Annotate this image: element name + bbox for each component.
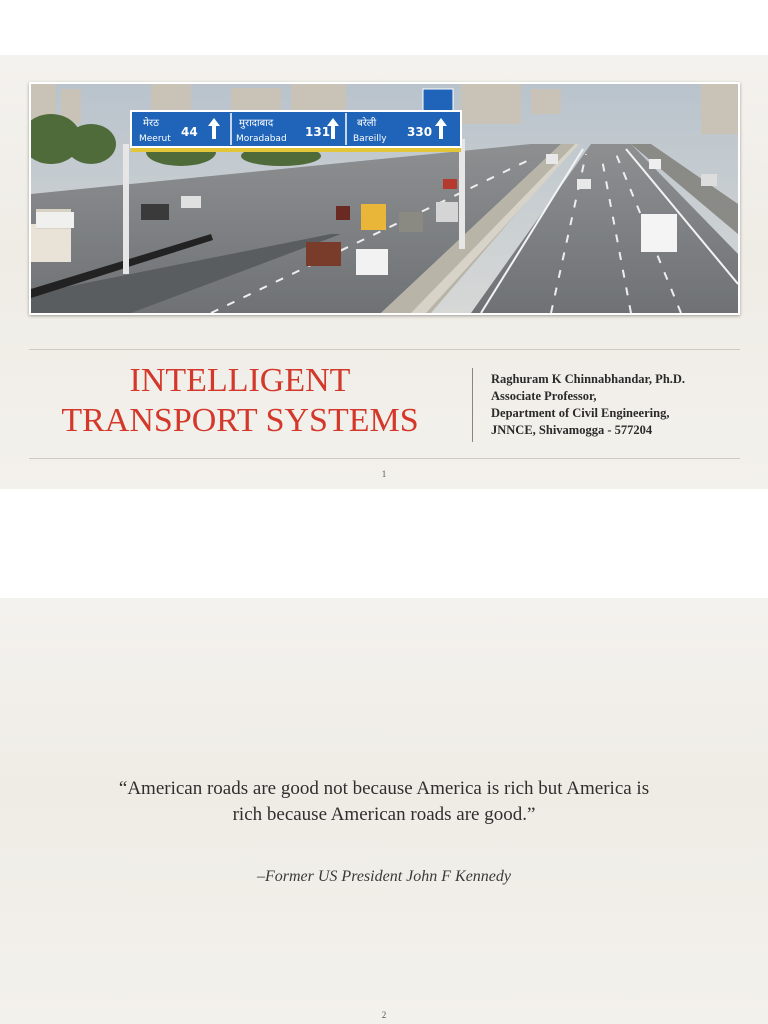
sign-panel-2-distance: 131 [305, 125, 331, 139]
bottom-divider [29, 458, 740, 459]
sign-panel-1-city: Meerut [139, 134, 171, 144]
page-number: 2 [381, 1010, 387, 1020]
sign-panel-2-script: मुरादाबाद [239, 118, 274, 129]
author-department: Department of Civil Engineering, [491, 406, 670, 420]
quote-line-2: rich because American roads are good.” [232, 804, 536, 825]
sign-panel-1-distance: 44 [181, 125, 198, 139]
slide-2 [0, 598, 768, 1024]
sign-panel-1-script: मेरठ [143, 118, 159, 129]
quote [60, 776, 708, 828]
author-name: Raghuram K Chinnabhandar, Ph.D. [491, 372, 686, 386]
highway-photo [29, 82, 740, 315]
title-line-2: TRANSPORT SYSTEMS [61, 402, 419, 439]
slide-title [40, 361, 440, 441]
sign-panel-3-distance: 330 [407, 125, 433, 139]
title-author-separator [472, 368, 473, 442]
author-institution: JNNCE, Shivamogga - 577204 [491, 423, 653, 437]
highway-photo-image [31, 84, 738, 313]
author-block [491, 371, 751, 439]
quote-line-1: “American roads are good not because America is rich but America is [118, 778, 650, 799]
top-divider [29, 349, 740, 350]
slide-1 [0, 55, 768, 489]
author-position: Associate Professor, [491, 389, 597, 403]
sign-panel-3-city: Bareilly [353, 134, 387, 144]
sign-panel-2-city: Moradabad [236, 134, 287, 144]
title-line-1: INTELLIGENT [129, 362, 351, 399]
sign-panel-3-script: बरेली [357, 118, 377, 129]
quote-attribution: –Former US President John F Kennedy [256, 868, 511, 885]
page-number: 1 [381, 469, 387, 479]
